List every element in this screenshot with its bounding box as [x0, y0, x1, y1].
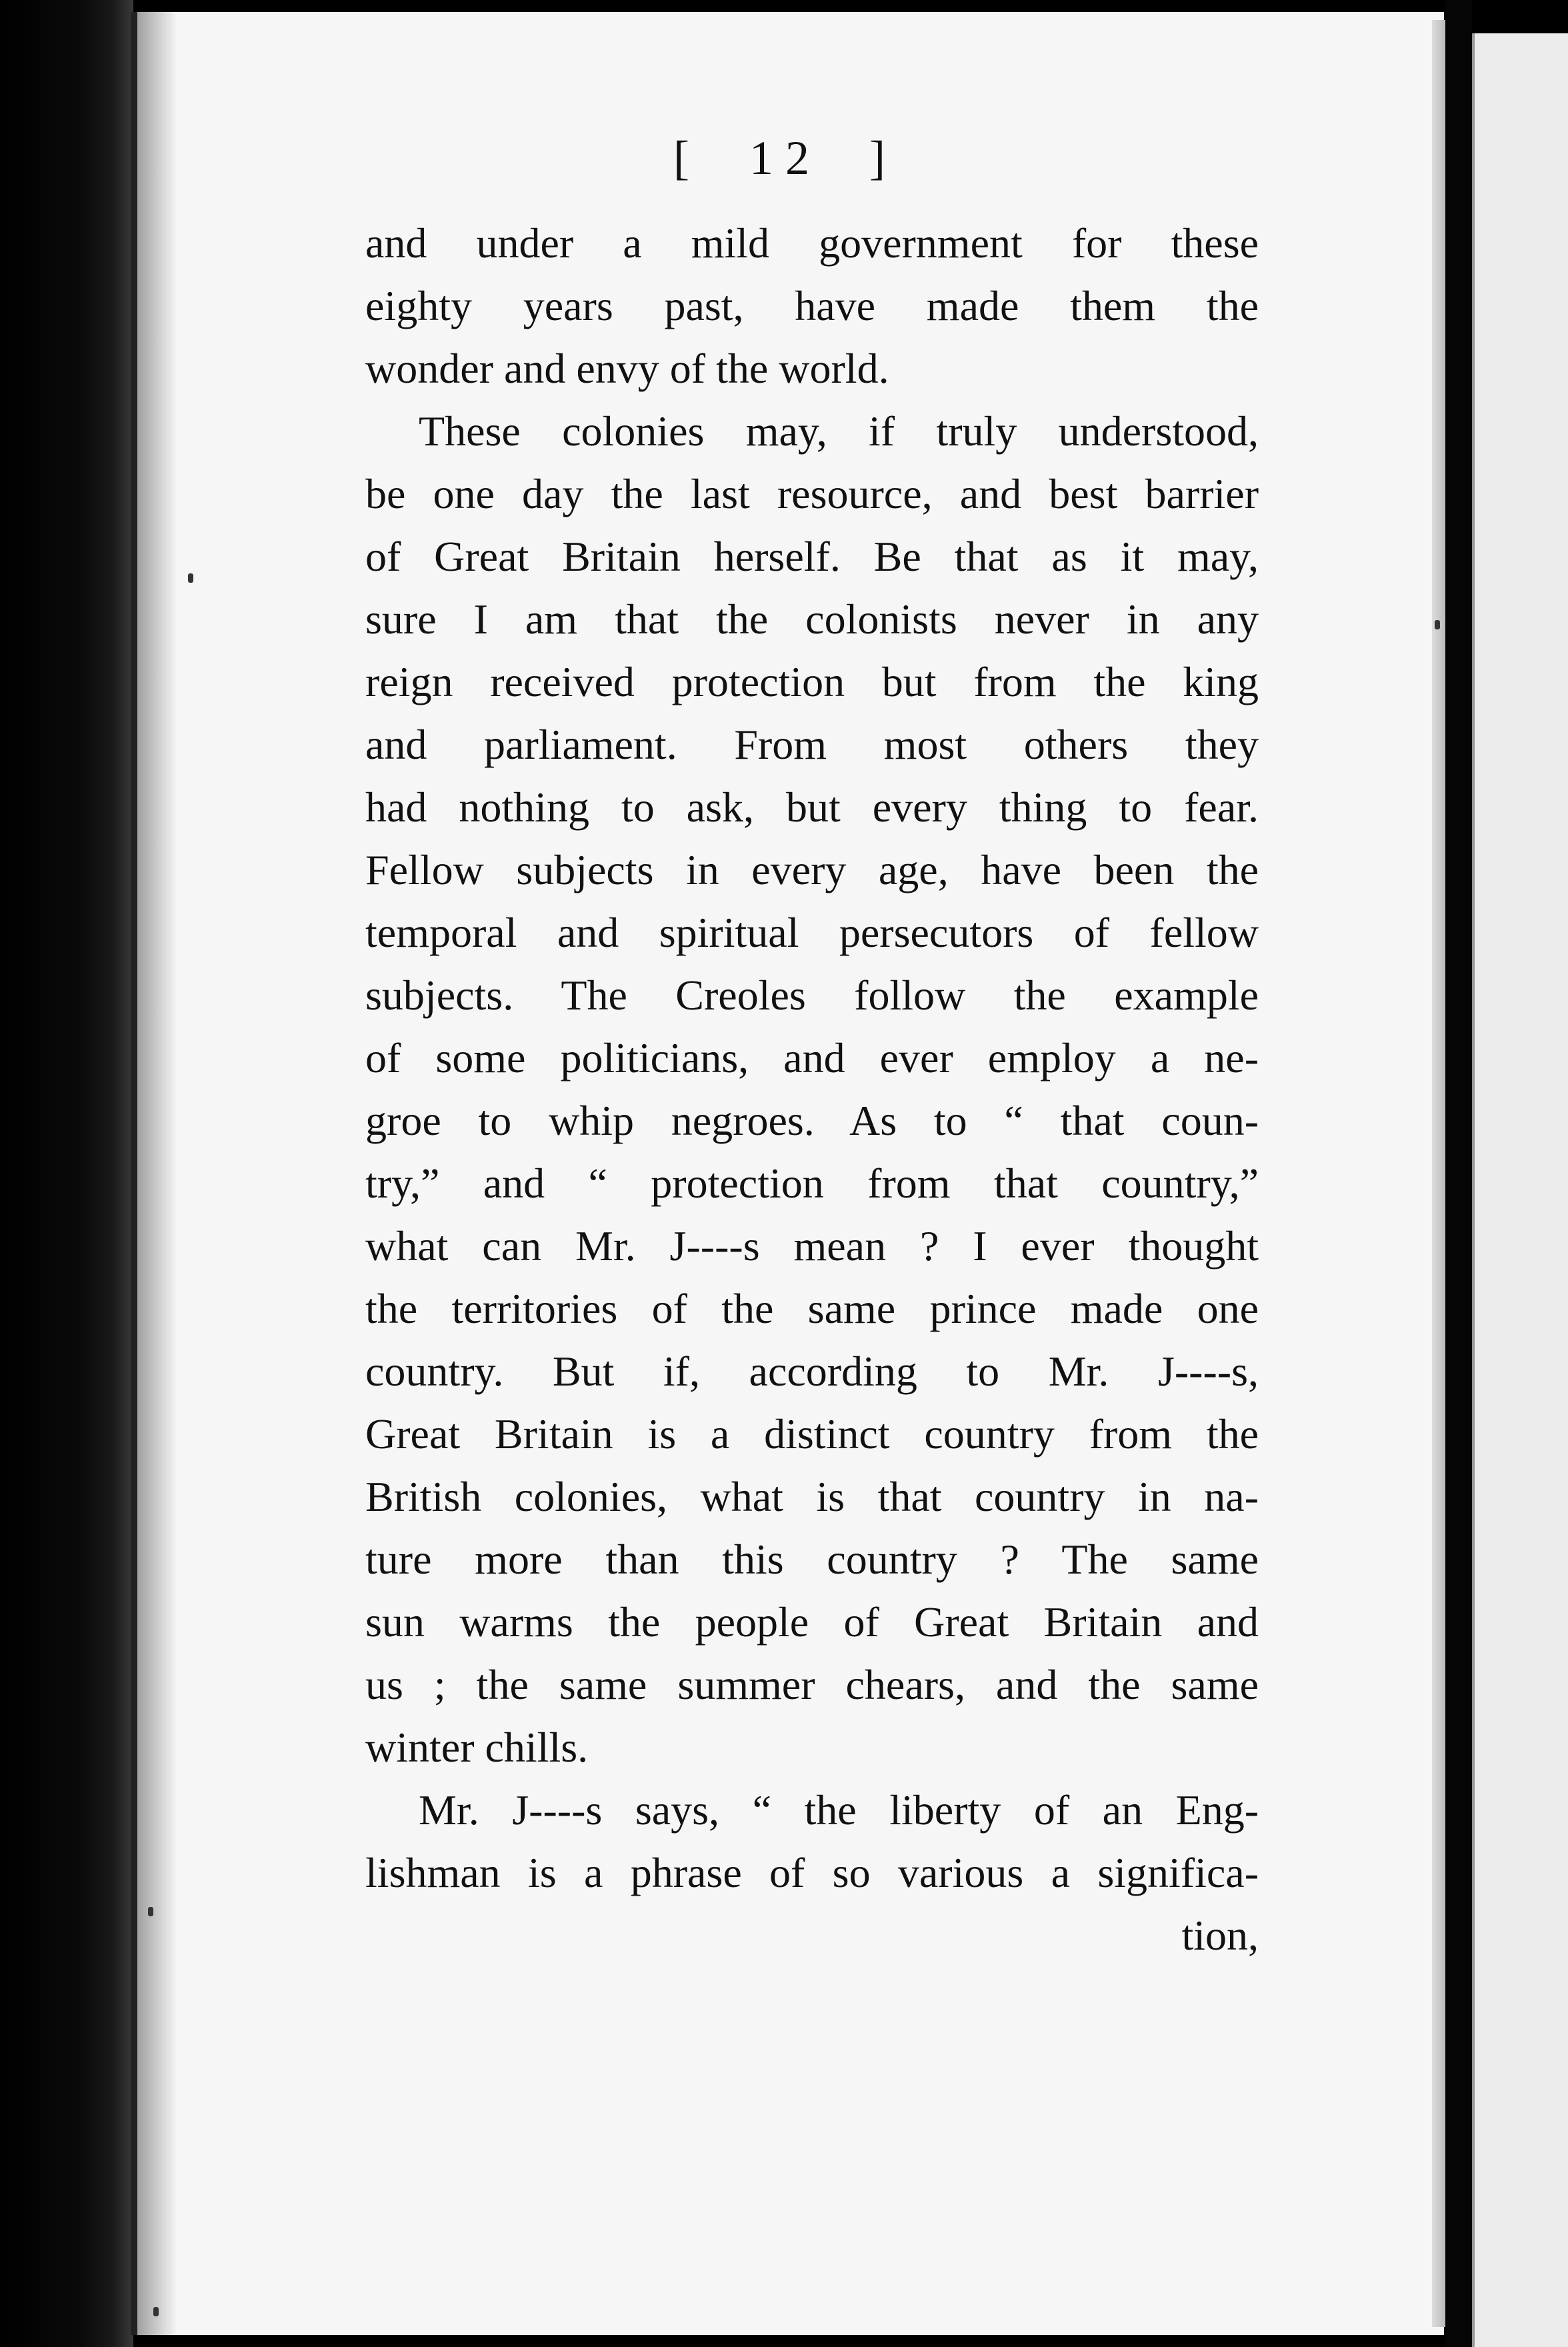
- text-line: temporal and spiritual persecutors of fellow: [365, 909, 1259, 956]
- ink-speck: [148, 1907, 153, 1916]
- text-line: groe to whip negroes. As to “ that coun-: [365, 1097, 1259, 1144]
- book-spine: [1445, 0, 1472, 2347]
- text-line: us ; the same summer chears, and the same: [365, 1661, 1259, 1708]
- body-text: [365, 212, 1259, 1967]
- text-line: what can Mr. J----s mean ? I ever thought: [365, 1222, 1259, 1270]
- text-line: Mr. J----s says, “ the liberty of an Eng-: [419, 1786, 1259, 1834]
- text-line: These colonies may, if truly understood,: [419, 407, 1259, 455]
- ink-speck: [1435, 620, 1440, 629]
- paragraph: [365, 212, 1259, 400]
- text-line: winter chills.: [365, 1724, 589, 1771]
- ink-speck: [153, 2307, 159, 2316]
- text-line: and under a mild government for these: [365, 219, 1259, 267]
- text-line: eighty years past, have made them the: [365, 282, 1259, 329]
- ink-speck: [188, 573, 193, 583]
- text-line: reign received protection but from the king: [365, 658, 1259, 705]
- page-edge: [1432, 20, 1445, 2327]
- facing-page-edge: [1472, 33, 1568, 2347]
- text-line: sure I am that the colonists never in any: [365, 595, 1259, 643]
- text-line: country. But if, according to Mr. J----s,: [365, 1348, 1259, 1395]
- text-line: of some politicians, and ever employ a ne-: [365, 1034, 1259, 1081]
- text-line: subjects. The Creoles follow the example: [365, 971, 1259, 1019]
- text-line: sun warms the people of Great Britain and: [365, 1598, 1259, 1646]
- text-line: the territories of the same prince made one: [365, 1285, 1259, 1332]
- text-line: be one day the last resource, and best barrier: [365, 470, 1259, 517]
- text-line: ture more than this country ? The same: [365, 1536, 1259, 1583]
- text-line: Great Britain is a distinct country from the: [365, 1410, 1259, 1458]
- text-line: Fellow subjects in every age, have been the: [365, 846, 1259, 893]
- page-fold-shadow: [137, 12, 177, 2335]
- text-line: try,” and “ protection from that country,”: [365, 1159, 1259, 1207]
- text-line: and parliament. From most others they: [365, 721, 1259, 768]
- text-line: wonder and envy of the world.: [365, 345, 889, 392]
- text-line: had nothing to ask, but every thing to fear.: [365, 783, 1259, 831]
- catchword: tion,: [1181, 1912, 1259, 1959]
- paragraph: [365, 1779, 1259, 1904]
- text-line: of Great Britain herself. Be that as it may,: [365, 533, 1259, 580]
- paragraph: [365, 400, 1259, 1779]
- left-gutter: [0, 0, 133, 2347]
- text-line: British colonies, what is that country in na-: [365, 1473, 1259, 1520]
- page-number-header: [ 12 ]: [673, 131, 897, 185]
- text-line: lishman is a phrase of so various a significa-: [365, 1849, 1259, 1896]
